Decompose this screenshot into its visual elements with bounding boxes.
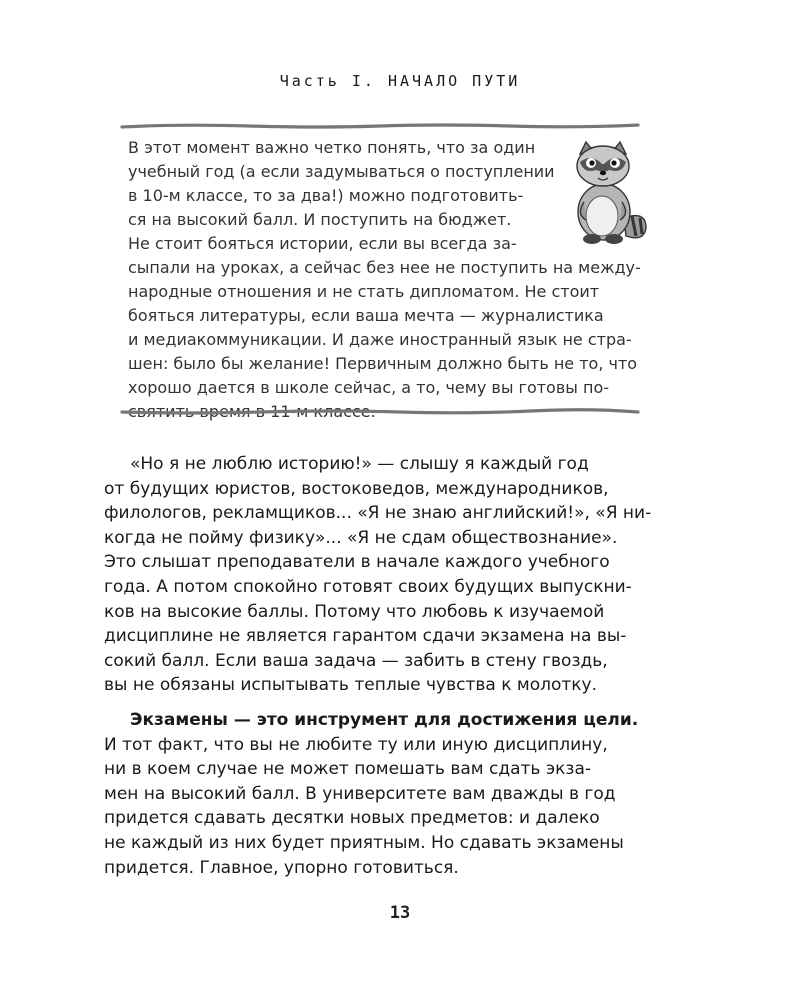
callout-top-rule (120, 122, 640, 130)
paragraph-line: года. А потом спокойно готовят своих будущих выпускни- (104, 576, 632, 597)
callout-line: хорошо дается в школе сейчас, а то, чему вы готовы по- (128, 378, 610, 397)
callout-line: Не стоит бояться истории, если вы всегда за- (128, 234, 517, 253)
callout-line: сыпали на уроках, а сейчас без нее не поступить на между- (128, 258, 641, 277)
callout-bottom-rule (120, 408, 640, 416)
callout-line: народные отношения и не стать дипломатом. Не стоит (128, 282, 600, 301)
paragraph-line: когда не пойму физику»... «Я не сдам обществознание». (104, 527, 618, 548)
callout-line: шен: было бы желание! Первичным должно быть не то, что (128, 354, 638, 373)
paragraph-line: сокий балл. Если ваша задача — забить в стену гвоздь, (104, 650, 608, 671)
page-number: 13 (389, 903, 411, 923)
paragraph-line: «Но я не люблю историю!» — слышу я каждый год (130, 454, 589, 474)
paragraph-line: ни в коем случае не может помешать вам сдать экза- (104, 759, 592, 780)
callout-line: святить время в 11-м классе. (128, 402, 376, 421)
callout-line: в 10-м классе, то за два!) можно подготовить- (128, 186, 524, 205)
callout-line: В этот момент важно четко понять, что за один (128, 138, 536, 157)
paragraph-2 (104, 708, 672, 880)
running-header: Часть I. НАЧАЛО ПУТИ (279, 72, 521, 90)
paragraph-1 (104, 452, 672, 698)
paragraph-line: дисциплине не является гарантом сдачи экзамена на вы- (104, 626, 627, 647)
paragraph-line: придется. Главное, упорно готовиться. (104, 857, 459, 878)
callout-line: учебный год (а если задумываться о поступлении (128, 162, 555, 181)
paragraph-line: филологов, рекламщиков... «Я не знаю английский!», «Я ни- (104, 503, 652, 524)
callout-line: и медиакоммуникации. И даже иностранный язык не стра- (128, 330, 632, 349)
paragraph-line: И тот факт, что вы не любите ту или иную дисциплину, (104, 734, 608, 755)
callout-line: бояться литературы, если ваша мечта — журналистика (128, 306, 604, 325)
paragraph-lead: Экзамены — это инструмент для достижения цели. (130, 710, 639, 730)
paragraph-line: Это слышат преподаватели в начале каждого учебного (104, 552, 610, 573)
callout-line: ся на высокий балл. И поступить на бюджет. (128, 210, 512, 229)
paragraph-line: придется сдавать десятки новых предметов: и далеко (104, 808, 600, 829)
paragraph-line: мен на высокий балл. В университете вам дважды в год (104, 783, 616, 804)
paragraph-line: не каждый из них будет приятным. Но сдавать экзамены (104, 832, 624, 853)
paragraph-line: вы не обязаны испытывать теплые чувства к молотку. (104, 675, 597, 696)
paragraph-line: от будущих юристов, востоковедов, международников, (104, 478, 609, 499)
raccoon-illustration (566, 140, 650, 246)
paragraph-line: ков на высокие баллы. Потому что любовь к изучаемой (104, 601, 605, 622)
